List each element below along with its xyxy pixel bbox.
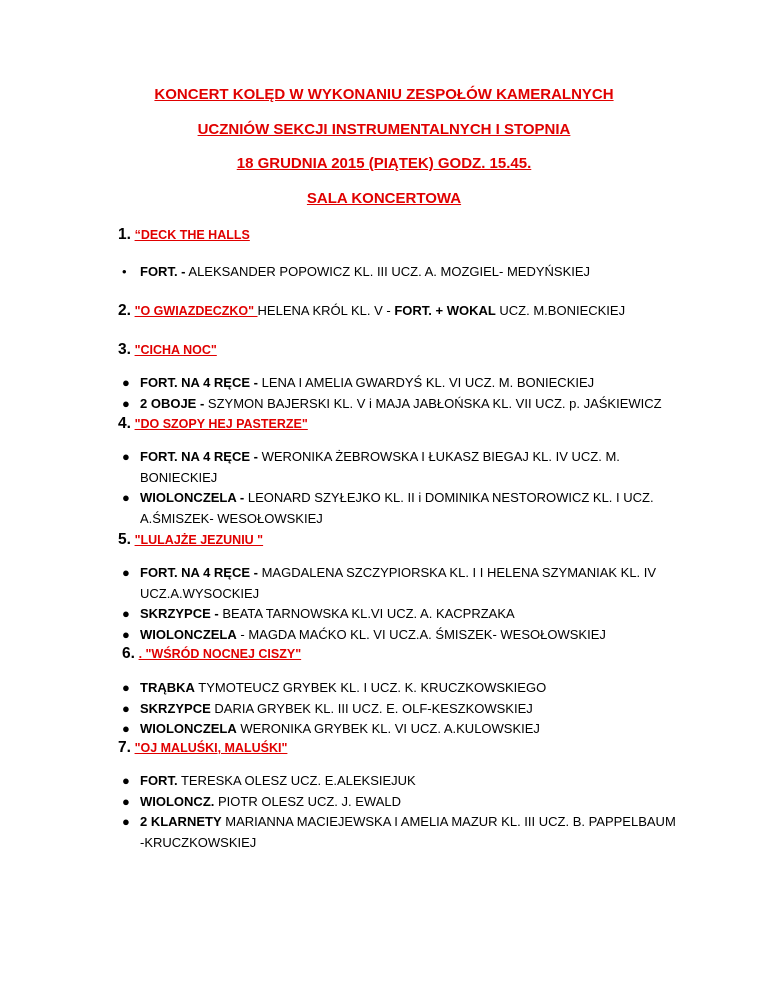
- list-item: ● WIOLONCZELA WERONIKA GRYBEK KL. VI UCZ. A.KULOWSKIEJ: [118, 719, 718, 740]
- list-item: ● WIOLONCZELA - MAGDA MAĆKO KL. VI UCZ.A. ŚMISZEK- WESOŁOWSKIEJ: [118, 625, 718, 646]
- list-item: ● WIOLONCZELA - LEONARD SZYŁEJKO KL. II i DOMINIKA NESTOROWICZ KL. I UCZ. A.ŚMISZEK- WESOŁOWSKIEJ: [122, 490, 654, 526]
- item-number: 1.: [118, 226, 131, 243]
- list-item: ● 2 OBOJE - SZYMON BAJERSKI KL. V i MAJA JABŁOŃSKA KL. VII UCZ. p. JAŚKIEWICZ: [118, 394, 718, 415]
- bullet-icon: ●: [122, 375, 130, 390]
- bullet-icon: ●: [122, 565, 130, 580]
- program-item-3: [118, 341, 217, 359]
- piece-title: “DECK THE HALLS: [134, 228, 250, 242]
- program-item-2: 2. "O GWIAZDECZKO" HELENA KRÓL KL. V - FORT. + WOKAL UCZ. M.BONIECKIEJ: [118, 302, 626, 319]
- item-number: 5.: [118, 531, 131, 548]
- list-item: ● 2 KLARNETY MARIANNA MACIEJEWSKA I AMELIA MAZUR KL. III UCZ. B. PAPPELBAUM -KRUCZKOWSKIEJ: [122, 814, 676, 850]
- bullet-icon: ●: [122, 395, 130, 411]
- performer-list: [118, 563, 718, 645]
- list-item: ● FORT. NA 4 RĘCE - MAGDALENA SZCZYPIORSKA KL. I I HELENA SZYMANIAK KL. IV UCZ.A.WYSOCKIEJ: [122, 565, 657, 601]
- concert-subtitle: UCZNIÓW SEKCJI INSTRUMENTALNYCH I STOPNIA: [197, 121, 571, 138]
- concert-date: 18 GRUDNIA 2015 (PIĄTEK) GODZ. 15.45.: [236, 155, 532, 172]
- program-item-1: [118, 226, 250, 244]
- bullet-icon: ●: [122, 814, 130, 829]
- piece-title: "O GWIAZDECZKO": [134, 304, 258, 318]
- bullet-icon: ●: [122, 490, 130, 505]
- performer-list: [118, 771, 718, 853]
- bullet-icon: ●: [122, 680, 130, 695]
- list-item: ● SKRZYPCE - BEATA TARNOWSKA KL.VI UCZ. A. KACPRZAKA: [118, 604, 718, 625]
- item-number: 7.: [118, 739, 131, 756]
- item-number: 6.: [122, 645, 135, 662]
- list-item: ● FORT. NA 4 RĘCE - WERONIKA ŻEBROWSKA I ŁUKASZ BIEGAJ KL. IV UCZ. M. BONIECKIEJ: [122, 449, 620, 485]
- bullet-icon: ●: [122, 773, 130, 788]
- bullet-icon: ●: [122, 606, 130, 621]
- program-item-5: [118, 531, 263, 549]
- list-item: ● SKRZYPCE DARIA GRYBEK KL. III UCZ. E. OLF-KESZKOWSKIEJ: [118, 699, 718, 720]
- list-item: • FORT. - ALEKSANDER POPOWICZ KL. III UCZ. A. MOZGIEL- MEDYŃSKIEJ: [118, 262, 718, 283]
- bullet-icon: ●: [122, 626, 130, 642]
- performer-list: [118, 262, 718, 283]
- bullet-icon: ●: [122, 721, 130, 736]
- list-item: ● FORT. NA 4 RĘCE - LENA I AMELIA GWARDYŚ KL. VI UCZ. M. BONIECKIEJ: [118, 373, 718, 394]
- bullet-icon: ●: [122, 700, 130, 716]
- performer-list: [118, 678, 718, 740]
- program-item-7: [118, 739, 287, 757]
- concert-title: KONCERT KOLĘD W WYKONANIU ZESPOŁÓW KAMERALNYCH: [154, 86, 614, 103]
- performer-list: [118, 447, 718, 529]
- piece-title: "CICHA NOC": [134, 343, 217, 357]
- performer-list: [118, 373, 718, 414]
- piece-title: . "WŚRÓD NOCNEJ CISZY": [138, 647, 302, 661]
- piece-title: "OJ MALUŚKI, MALUŚKI": [134, 741, 288, 755]
- list-item: ● FORT. TERESKA OLESZ UCZ. E.ALEKSIEJUK: [118, 771, 718, 792]
- item-number: 2.: [118, 302, 131, 319]
- bullet-icon: ●: [122, 793, 130, 809]
- program-item-6: [122, 645, 301, 663]
- piece-title: "DO SZOPY HEJ PASTERZE": [134, 417, 308, 431]
- program-item-4: [118, 415, 308, 433]
- list-item: ● TRĄBKA TYMOTEUCZ GRYBEK KL. I UCZ. K. KRUCZKOWSKIEGO: [118, 678, 718, 699]
- item-number: 4.: [118, 415, 131, 432]
- bullet-icon: •: [122, 264, 127, 279]
- bullet-icon: ●: [122, 449, 130, 464]
- piece-title: "LULAJŻE JEZUNIU ": [134, 533, 264, 547]
- item-number: 3.: [118, 341, 131, 358]
- list-item: ● WIOLONCZ. PIOTR OLESZ UCZ. J. EWALD: [118, 792, 718, 813]
- concert-venue: SALA KONCERTOWA: [306, 190, 462, 207]
